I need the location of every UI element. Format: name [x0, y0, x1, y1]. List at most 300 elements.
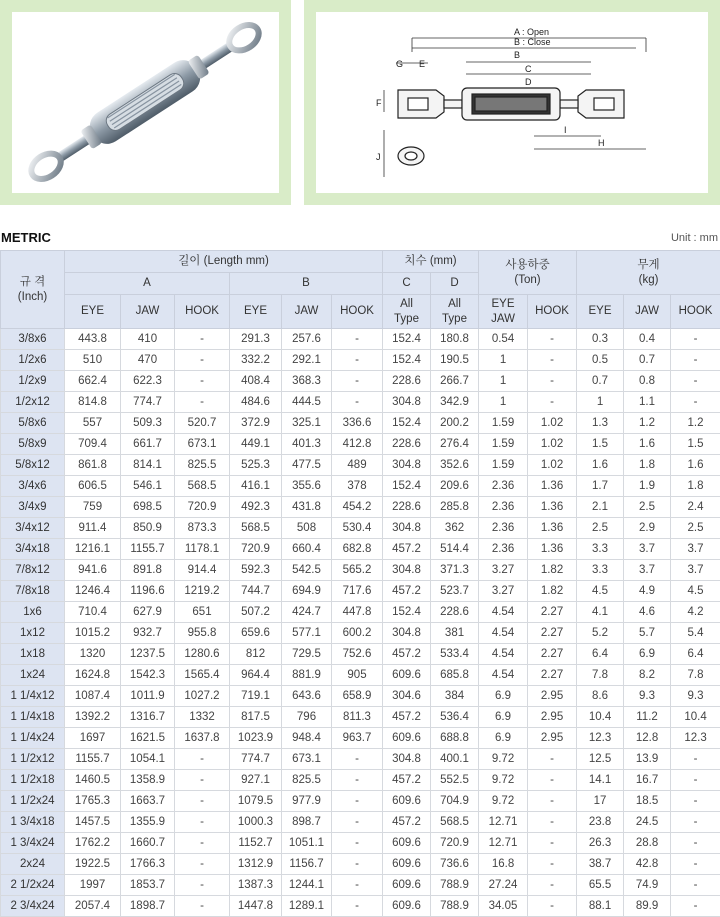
cell-load-eye-jaw: 9.72	[479, 749, 528, 770]
cell-a-hook: 955.8	[175, 623, 230, 644]
header-b: B	[230, 273, 383, 295]
cell-a-hook: -	[175, 854, 230, 875]
cell-load-eye-jaw: 3.27	[479, 560, 528, 581]
cell-b-jaw: 1244.1	[282, 875, 332, 896]
cell-b-eye: 408.4	[230, 371, 282, 392]
cell-a-eye: 1155.7	[65, 749, 121, 770]
cell-d: 266.7	[431, 371, 479, 392]
cell-weight-hook: -	[671, 833, 720, 854]
header-load-hook: HOOK	[528, 295, 577, 329]
cell-a-hook: -	[175, 392, 230, 413]
cell-b-hook: -	[332, 371, 383, 392]
header-weight-hook: HOOK	[671, 295, 720, 329]
cell-weight-jaw: 1.6	[624, 434, 671, 455]
cell-a-hook: -	[175, 833, 230, 854]
cell-size: 1x18	[1, 644, 65, 665]
cell-size: 1/2x9	[1, 371, 65, 392]
cell-load-hook: -	[528, 329, 577, 350]
cell-weight-hook: 1.6	[671, 455, 720, 476]
cell-c: 609.6	[383, 728, 431, 749]
cell-load-hook: -	[528, 791, 577, 812]
cell-load-hook: -	[528, 833, 577, 854]
cell-a-hook: 673.1	[175, 434, 230, 455]
cell-load-eye-jaw: 1.59	[479, 455, 528, 476]
cell-weight-hook: -	[671, 371, 720, 392]
cell-b-hook: 811.3	[332, 707, 383, 728]
table-row	[1, 749, 720, 770]
cell-b-jaw: 825.5	[282, 770, 332, 791]
cell-b-hook: 530.4	[332, 518, 383, 539]
cell-weight-eye: 14.1	[577, 770, 624, 791]
cell-load-eye-jaw: 1.59	[479, 434, 528, 455]
cell-a-hook: -	[175, 749, 230, 770]
cell-a-eye: 2057.4	[65, 896, 121, 917]
cell-c: 304.8	[383, 623, 431, 644]
cell-a-eye: 1997	[65, 875, 121, 896]
cell-weight-jaw: 9.3	[624, 686, 671, 707]
cell-a-hook: 1219.2	[175, 581, 230, 602]
cell-b-jaw: 660.4	[282, 539, 332, 560]
table-row	[1, 413, 720, 434]
cell-weight-jaw: 0.4	[624, 329, 671, 350]
cell-a-jaw: 661.7	[121, 434, 175, 455]
cell-b-eye: 507.2	[230, 602, 282, 623]
cell-b-hook: -	[332, 896, 383, 917]
legend-open: A : Open	[514, 27, 550, 37]
cell-b-eye: 525.3	[230, 455, 282, 476]
cell-weight-jaw: 28.8	[624, 833, 671, 854]
cell-weight-jaw: 89.9	[624, 896, 671, 917]
cell-a-eye: 861.8	[65, 455, 121, 476]
cell-weight-jaw: 1.2	[624, 413, 671, 434]
cell-a-hook: -	[175, 770, 230, 791]
cell-load-hook: 1.02	[528, 434, 577, 455]
cell-size: 3/4x12	[1, 518, 65, 539]
cell-load-hook: 1.02	[528, 413, 577, 434]
table-row	[1, 581, 720, 602]
cell-d: 736.6	[431, 854, 479, 875]
cell-weight-hook: -	[671, 854, 720, 875]
cell-a-eye: 1087.4	[65, 686, 121, 707]
cell-a-hook: 873.3	[175, 518, 230, 539]
cell-weight-eye: 65.5	[577, 875, 624, 896]
cell-size: 1 1/4x18	[1, 707, 65, 728]
cell-b-jaw: 292.1	[282, 350, 332, 371]
dimension-diagram-panel	[304, 0, 720, 205]
dim-label-j: J	[376, 152, 381, 162]
cell-load-eye-jaw: 2.36	[479, 476, 528, 497]
cell-d: 552.5	[431, 770, 479, 791]
cell-load-eye-jaw: 16.8	[479, 854, 528, 875]
cell-load-hook: -	[528, 770, 577, 791]
cell-a-jaw: 698.5	[121, 497, 175, 518]
cell-c: 152.4	[383, 476, 431, 497]
cell-a-jaw: 1011.9	[121, 686, 175, 707]
cell-c: 457.2	[383, 707, 431, 728]
cell-b-eye: 592.3	[230, 560, 282, 581]
table-row	[1, 644, 720, 665]
cell-weight-hook: -	[671, 749, 720, 770]
cell-size: 5/8x12	[1, 455, 65, 476]
dim-label-d: D	[525, 77, 532, 87]
cell-a-hook: -	[175, 329, 230, 350]
cell-weight-jaw: 1.8	[624, 455, 671, 476]
cell-c: 457.2	[383, 581, 431, 602]
header-weight-eye: EYE	[577, 295, 624, 329]
cell-load-eye-jaw: 1.59	[479, 413, 528, 434]
table-row	[1, 896, 720, 917]
cell-load-eye-jaw: 6.9	[479, 728, 528, 749]
cell-weight-jaw: 24.5	[624, 812, 671, 833]
cell-a-jaw: 1898.7	[121, 896, 175, 917]
cell-load-eye-jaw: 6.9	[479, 707, 528, 728]
cell-size: 5/8x6	[1, 413, 65, 434]
turnbuckle-photo	[12, 12, 279, 193]
cell-load-hook: 2.27	[528, 623, 577, 644]
header-working-load: 사용하중 (Ton)	[479, 251, 577, 295]
table-row	[1, 371, 720, 392]
header-size: 규 격 (Inch)	[1, 251, 65, 329]
table-row	[1, 518, 720, 539]
cell-b-jaw: 729.5	[282, 644, 332, 665]
cell-a-eye: 606.5	[65, 476, 121, 497]
cell-weight-eye: 1.5	[577, 434, 624, 455]
cell-a-jaw: 1542.3	[121, 665, 175, 686]
cell-size: 5/8x9	[1, 434, 65, 455]
cell-b-eye: 659.6	[230, 623, 282, 644]
cell-b-hook: 565.2	[332, 560, 383, 581]
cell-b-hook: -	[332, 329, 383, 350]
cell-load-eye-jaw: 34.05	[479, 896, 528, 917]
spec-table-body	[1, 329, 720, 917]
cell-b-jaw: 1051.1	[282, 833, 332, 854]
cell-d: 180.8	[431, 329, 479, 350]
cell-load-eye-jaw: 4.54	[479, 602, 528, 623]
cell-a-hook: -	[175, 371, 230, 392]
cell-load-eye-jaw: 1	[479, 371, 528, 392]
cell-b-eye: 774.7	[230, 749, 282, 770]
cell-load-hook: 2.27	[528, 665, 577, 686]
cell-b-jaw: 325.1	[282, 413, 332, 434]
cell-a-jaw: 1663.7	[121, 791, 175, 812]
table-row	[1, 539, 720, 560]
cell-b-eye: 927.1	[230, 770, 282, 791]
table-row	[1, 728, 720, 749]
cell-load-eye-jaw: 4.54	[479, 644, 528, 665]
cell-load-eye-jaw: 4.54	[479, 623, 528, 644]
cell-weight-hook: -	[671, 896, 720, 917]
cell-load-hook: -	[528, 749, 577, 770]
cell-weight-jaw: 74.9	[624, 875, 671, 896]
cell-c: 304.8	[383, 392, 431, 413]
cell-load-hook: 2.95	[528, 707, 577, 728]
table-row	[1, 434, 720, 455]
cell-a-eye: 759	[65, 497, 121, 518]
cell-a-jaw: 622.3	[121, 371, 175, 392]
cell-b-jaw: 431.8	[282, 497, 332, 518]
cell-b-hook: -	[332, 812, 383, 833]
header-d-all-type: All Type	[431, 295, 479, 329]
cell-size: 1/2x12	[1, 392, 65, 413]
cell-weight-hook: 10.4	[671, 707, 720, 728]
cell-weight-eye: 17	[577, 791, 624, 812]
cell-a-hook: 651	[175, 602, 230, 623]
cell-d: 362	[431, 518, 479, 539]
cell-a-jaw: 546.1	[121, 476, 175, 497]
cell-b-eye: 291.3	[230, 329, 282, 350]
cell-size: 2x24	[1, 854, 65, 875]
cell-a-eye: 1457.5	[65, 812, 121, 833]
header-a-eye: EYE	[65, 295, 121, 329]
cell-load-hook: 1.36	[528, 539, 577, 560]
cell-load-hook: 2.95	[528, 728, 577, 749]
cell-b-jaw: 948.4	[282, 728, 332, 749]
cell-weight-eye: 88.1	[577, 896, 624, 917]
cell-b-eye: 1023.9	[230, 728, 282, 749]
cell-b-eye: 812	[230, 644, 282, 665]
dim-label-c: C	[525, 64, 532, 74]
cell-a-eye: 1697	[65, 728, 121, 749]
header-c: C	[383, 273, 431, 295]
cell-b-hook: 658.9	[332, 686, 383, 707]
cell-weight-jaw: 8.2	[624, 665, 671, 686]
cell-c: 457.2	[383, 770, 431, 791]
cell-a-jaw: 410	[121, 329, 175, 350]
cell-size: 3/8x6	[1, 329, 65, 350]
cell-weight-eye: 2.5	[577, 518, 624, 539]
cell-d: 371.3	[431, 560, 479, 581]
cell-c: 228.6	[383, 371, 431, 392]
header-load-eye-jaw: EYE JAW	[479, 295, 528, 329]
cell-load-eye-jaw: 9.72	[479, 791, 528, 812]
cell-c: 304.8	[383, 518, 431, 539]
cell-weight-jaw: 3.7	[624, 560, 671, 581]
cell-size: 1x6	[1, 602, 65, 623]
table-row	[1, 833, 720, 854]
cell-load-hook: 2.95	[528, 686, 577, 707]
table-row	[1, 392, 720, 413]
cell-c: 609.6	[383, 665, 431, 686]
cell-d: 788.9	[431, 896, 479, 917]
cell-load-eye-jaw: 12.71	[479, 833, 528, 854]
cell-weight-eye: 6.4	[577, 644, 624, 665]
cell-weight-jaw: 13.9	[624, 749, 671, 770]
cell-weight-jaw: 5.7	[624, 623, 671, 644]
cell-a-jaw: 1660.7	[121, 833, 175, 854]
cell-b-eye: 1312.9	[230, 854, 282, 875]
cell-a-eye: 911.4	[65, 518, 121, 539]
cell-b-eye: 1079.5	[230, 791, 282, 812]
dim-label-g: G	[396, 59, 404, 69]
cell-b-jaw: 355.6	[282, 476, 332, 497]
cell-a-eye: 1624.8	[65, 665, 121, 686]
cell-weight-jaw: 12.8	[624, 728, 671, 749]
cell-load-eye-jaw: 1	[479, 350, 528, 371]
table-row	[1, 707, 720, 728]
cell-b-hook: -	[332, 791, 383, 812]
cell-d: 568.5	[431, 812, 479, 833]
cell-b-jaw: 694.9	[282, 581, 332, 602]
cell-load-eye-jaw: 6.9	[479, 686, 528, 707]
legend-close: B : Close	[514, 37, 551, 47]
cell-weight-hook: -	[671, 770, 720, 791]
cell-a-eye: 1216.1	[65, 539, 121, 560]
cell-d: 384	[431, 686, 479, 707]
cell-weight-jaw: 1.1	[624, 392, 671, 413]
cell-b-eye: 449.1	[230, 434, 282, 455]
cell-weight-hook: 3.7	[671, 539, 720, 560]
cell-d: 285.8	[431, 497, 479, 518]
dim-label-i: I	[564, 125, 567, 135]
cell-c: 609.6	[383, 875, 431, 896]
dim-label-f: F	[376, 98, 382, 108]
cell-weight-jaw: 6.9	[624, 644, 671, 665]
cell-a-jaw: 850.9	[121, 518, 175, 539]
cell-d: 276.4	[431, 434, 479, 455]
cell-d: 228.6	[431, 602, 479, 623]
cell-a-jaw: 509.3	[121, 413, 175, 434]
cell-weight-hook: 2.4	[671, 497, 720, 518]
cell-weight-jaw: 2.5	[624, 497, 671, 518]
cell-size: 1 1/2x12	[1, 749, 65, 770]
cell-weight-jaw: 3.7	[624, 539, 671, 560]
cell-a-jaw: 1358.9	[121, 770, 175, 791]
cell-c: 228.6	[383, 497, 431, 518]
cell-load-eye-jaw: 2.36	[479, 539, 528, 560]
cell-c: 457.2	[383, 644, 431, 665]
cell-b-eye: 720.9	[230, 539, 282, 560]
cell-d: 514.4	[431, 539, 479, 560]
table-row	[1, 329, 720, 350]
cell-a-eye: 814.8	[65, 392, 121, 413]
cell-c: 304.8	[383, 560, 431, 581]
cell-b-jaw: 508	[282, 518, 332, 539]
cell-a-eye: 1762.2	[65, 833, 121, 854]
cell-weight-hook: 3.7	[671, 560, 720, 581]
cell-load-eye-jaw: 2.36	[479, 497, 528, 518]
cell-size: 7/8x18	[1, 581, 65, 602]
cell-a-jaw: 1237.5	[121, 644, 175, 665]
cell-load-hook: -	[528, 875, 577, 896]
cell-b-eye: 568.5	[230, 518, 282, 539]
cell-b-eye: 1000.3	[230, 812, 282, 833]
cell-a-hook: 520.7	[175, 413, 230, 434]
cell-b-jaw: 444.5	[282, 392, 332, 413]
header-length: 길이 (Length mm)	[65, 251, 383, 273]
cell-c: 152.4	[383, 413, 431, 434]
cell-load-hook: -	[528, 371, 577, 392]
cell-b-eye: 817.5	[230, 707, 282, 728]
cell-weight-eye: 38.7	[577, 854, 624, 875]
cell-b-hook: -	[332, 833, 383, 854]
cell-d: 352.6	[431, 455, 479, 476]
cell-c: 609.6	[383, 791, 431, 812]
cell-a-eye: 1015.2	[65, 623, 121, 644]
cell-d: 200.2	[431, 413, 479, 434]
table-row	[1, 770, 720, 791]
cell-a-eye: 1922.5	[65, 854, 121, 875]
cell-size: 1x24	[1, 665, 65, 686]
cell-a-jaw: 891.8	[121, 560, 175, 581]
header-weight: 무게 (kg)	[577, 251, 720, 295]
cell-weight-hook: -	[671, 392, 720, 413]
table-row	[1, 350, 720, 371]
cell-a-hook: 720.9	[175, 497, 230, 518]
cell-b-hook: -	[332, 392, 383, 413]
cell-d: 523.7	[431, 581, 479, 602]
cell-load-hook: 1.82	[528, 581, 577, 602]
cell-weight-jaw: 16.7	[624, 770, 671, 791]
cell-b-jaw: 477.5	[282, 455, 332, 476]
cell-a-eye: 510	[65, 350, 121, 371]
cell-weight-eye: 0.5	[577, 350, 624, 371]
cell-b-jaw: 643.6	[282, 686, 332, 707]
spec-table	[0, 250, 720, 917]
cell-a-eye: 709.4	[65, 434, 121, 455]
cell-b-jaw: 1289.1	[282, 896, 332, 917]
table-row	[1, 791, 720, 812]
cell-a-hook: 1332	[175, 707, 230, 728]
cell-size: 1 3/4x18	[1, 812, 65, 833]
cell-a-hook: 1565.4	[175, 665, 230, 686]
cell-a-hook: 568.5	[175, 476, 230, 497]
cell-a-jaw: 932.7	[121, 623, 175, 644]
cell-weight-eye: 26.3	[577, 833, 624, 854]
cell-size: 1 1/4x12	[1, 686, 65, 707]
cell-b-hook: 752.6	[332, 644, 383, 665]
dim-label-e: E	[419, 59, 426, 69]
cell-b-hook: 412.8	[332, 434, 383, 455]
cell-b-eye: 492.3	[230, 497, 282, 518]
table-row	[1, 875, 720, 896]
cell-a-hook: 1178.1	[175, 539, 230, 560]
cell-b-eye: 332.2	[230, 350, 282, 371]
dimension-diagram	[316, 12, 708, 193]
cell-a-jaw: 1316.7	[121, 707, 175, 728]
cell-weight-eye: 1	[577, 392, 624, 413]
cell-b-eye: 1152.7	[230, 833, 282, 854]
cell-a-jaw: 1196.6	[121, 581, 175, 602]
cell-d: 533.4	[431, 644, 479, 665]
cell-load-eye-jaw: 1	[479, 392, 528, 413]
table-row	[1, 602, 720, 623]
cell-a-jaw: 1355.9	[121, 812, 175, 833]
cell-a-jaw: 627.9	[121, 602, 175, 623]
cell-d: 788.9	[431, 875, 479, 896]
table-row	[1, 497, 720, 518]
cell-weight-hook: 1.5	[671, 434, 720, 455]
cell-weight-eye: 12.3	[577, 728, 624, 749]
cell-a-jaw: 1054.1	[121, 749, 175, 770]
cell-weight-hook: 7.8	[671, 665, 720, 686]
cell-b-eye: 719.1	[230, 686, 282, 707]
cell-d: 720.9	[431, 833, 479, 854]
cell-load-hook: -	[528, 350, 577, 371]
cell-weight-jaw: 4.9	[624, 581, 671, 602]
table-row	[1, 560, 720, 581]
cell-d: 400.1	[431, 749, 479, 770]
cell-d: 342.9	[431, 392, 479, 413]
cell-load-hook: 1.36	[528, 497, 577, 518]
cell-weight-jaw: 18.5	[624, 791, 671, 812]
cell-weight-hook: -	[671, 791, 720, 812]
cell-weight-hook: 5.4	[671, 623, 720, 644]
cell-weight-eye: 2.1	[577, 497, 624, 518]
cell-weight-eye: 10.4	[577, 707, 624, 728]
header-a: A	[65, 273, 230, 295]
cell-weight-hook: 9.3	[671, 686, 720, 707]
cell-b-hook: 963.7	[332, 728, 383, 749]
